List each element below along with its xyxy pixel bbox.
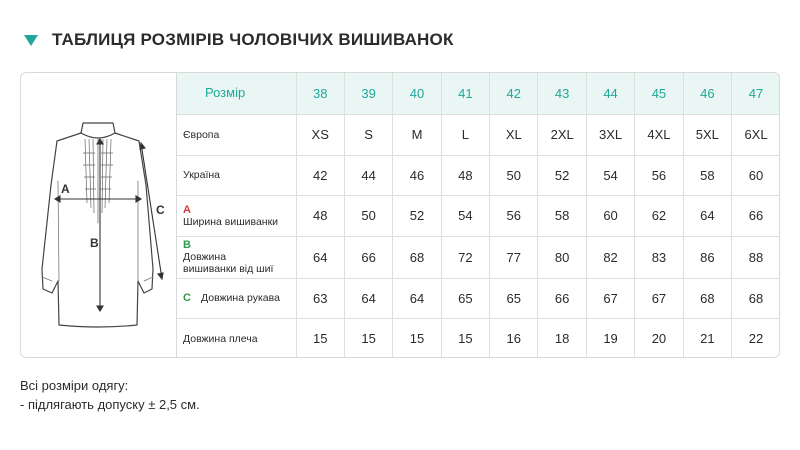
size-header-cell: 39: [344, 73, 392, 114]
table-cell: 63: [296, 278, 344, 318]
row-label: [177, 318, 296, 358]
size-table: [177, 73, 780, 358]
table-cell: L: [441, 114, 489, 155]
table-cell: 83: [635, 236, 683, 278]
table-row: [177, 236, 780, 278]
table-cell: 15: [296, 318, 344, 358]
row-letter-a: A: [183, 203, 191, 216]
row-letter-c: C: [183, 292, 191, 304]
row-label: [177, 195, 296, 236]
table-cell: 22: [748, 331, 764, 347]
table-row: [177, 155, 780, 195]
table-cell: 86: [683, 236, 731, 278]
table-cell: 52: [538, 155, 586, 195]
size-header-cell: 44: [586, 73, 634, 114]
table-row: [177, 278, 780, 318]
table-cell: 4XL: [635, 114, 683, 155]
table-cell: 82: [586, 236, 634, 278]
table-cell: 65: [490, 278, 538, 318]
table-cell: 15: [344, 318, 392, 358]
size-chart-card: [20, 72, 780, 358]
table-cell: 66: [344, 236, 392, 278]
table-cell: 5XL: [683, 114, 731, 155]
table-cell: 68: [732, 278, 780, 318]
table-cell: 64: [683, 195, 731, 236]
row-label-text: Україна: [183, 169, 221, 181]
table-cell: 68: [393, 236, 441, 278]
row-label-text: Довжина рукава: [201, 292, 280, 304]
table-cell: S: [344, 114, 392, 155]
table-cell: 88: [732, 236, 780, 278]
table-cell: 46: [393, 155, 441, 195]
table-cell: 58: [538, 195, 586, 236]
shirt-illustration: [21, 73, 177, 358]
table-cell: 21: [683, 318, 731, 358]
table-cell: 66: [732, 195, 780, 236]
table-cell: 68: [683, 278, 731, 318]
table-cell: 42: [296, 155, 344, 195]
page-title: ТАБЛИЦЯ РОЗМІРІВ ЧОЛОВІЧИХ ВИШИВАНОК: [52, 30, 454, 49]
row-label-text: Довжина плеча: [183, 332, 258, 345]
row-label: [177, 155, 296, 195]
table-cell: 6XL: [732, 114, 780, 155]
row-label: [177, 114, 296, 155]
table-row: [177, 318, 780, 358]
figure-label-c: C: [156, 203, 165, 217]
size-header-cell: 38: [296, 73, 344, 114]
size-header-cell: 46: [683, 73, 731, 114]
table-header-row: [177, 73, 780, 114]
table-cell: 50: [344, 195, 392, 236]
size-header-cell: 41: [441, 73, 489, 114]
table-cell: 62: [635, 195, 683, 236]
table-cell: 54: [586, 155, 634, 195]
table-cell: 60: [732, 155, 780, 195]
table-row: [177, 114, 780, 155]
table-cell: 64: [344, 278, 392, 318]
notes-line-2: - підлягають допуску ± 2,5 см.: [20, 397, 200, 412]
table-cell: 3XL: [586, 114, 634, 155]
table-cell: 80: [538, 236, 586, 278]
size-header-cell: 43: [538, 73, 586, 114]
table-cell: 15: [441, 318, 489, 358]
table-row: [177, 195, 780, 236]
table-cell: 54: [441, 195, 489, 236]
shirt-figure: [21, 73, 177, 358]
row-label: [177, 278, 296, 318]
table-cell: 18: [538, 318, 586, 358]
table-cell: 64: [393, 278, 441, 318]
table-cell: 56: [490, 195, 538, 236]
table-cell: 44: [344, 155, 392, 195]
table-cell: 67: [586, 278, 634, 318]
table-cell: XS: [296, 114, 344, 155]
table-cell: 60: [586, 195, 634, 236]
size-header-cell: 40: [393, 73, 441, 114]
size-header-cell: 47: [732, 73, 780, 114]
row-label-text: Європа: [183, 128, 220, 141]
table-cell: M: [393, 114, 441, 155]
table-cell: 15: [393, 318, 441, 358]
size-header-cell: 45: [635, 73, 683, 114]
table-cell: 50: [490, 155, 538, 195]
table-cell: 16: [490, 318, 538, 358]
table-cell: 72: [441, 236, 489, 278]
table-cell: 20: [635, 318, 683, 358]
table-cell: 77: [490, 236, 538, 278]
size-header-cell: 42: [490, 73, 538, 114]
table-cell: 58: [683, 155, 731, 195]
figure-label-b: B: [90, 236, 99, 250]
figure-label-a: A: [61, 182, 70, 196]
table-cell: 2XL: [538, 114, 586, 155]
title-row: [24, 30, 454, 50]
table-cell: 48: [296, 195, 344, 236]
row-label: [177, 236, 296, 278]
row-label-text: Довжина вишиванки від шиї: [183, 251, 274, 275]
table-cell: 52: [393, 195, 441, 236]
notes-line-1: Всі розміри одягу:: [20, 378, 129, 393]
row-label-text: Ширина вишиванки: [183, 215, 279, 228]
table-cell: 56: [635, 155, 683, 195]
table-cell: 64: [296, 236, 344, 278]
header-label: Розмір: [177, 73, 296, 114]
table-cell: 19: [586, 318, 634, 358]
size-notes: [20, 376, 200, 414]
table-cell: 67: [635, 278, 683, 318]
table-cell: XL: [490, 114, 538, 155]
table-cell: 66: [538, 278, 586, 318]
triangle-marker-icon: [24, 35, 38, 46]
table-cell: 48: [441, 155, 489, 195]
table-cell: 65: [441, 278, 489, 318]
row-letter-b: B: [183, 239, 191, 251]
